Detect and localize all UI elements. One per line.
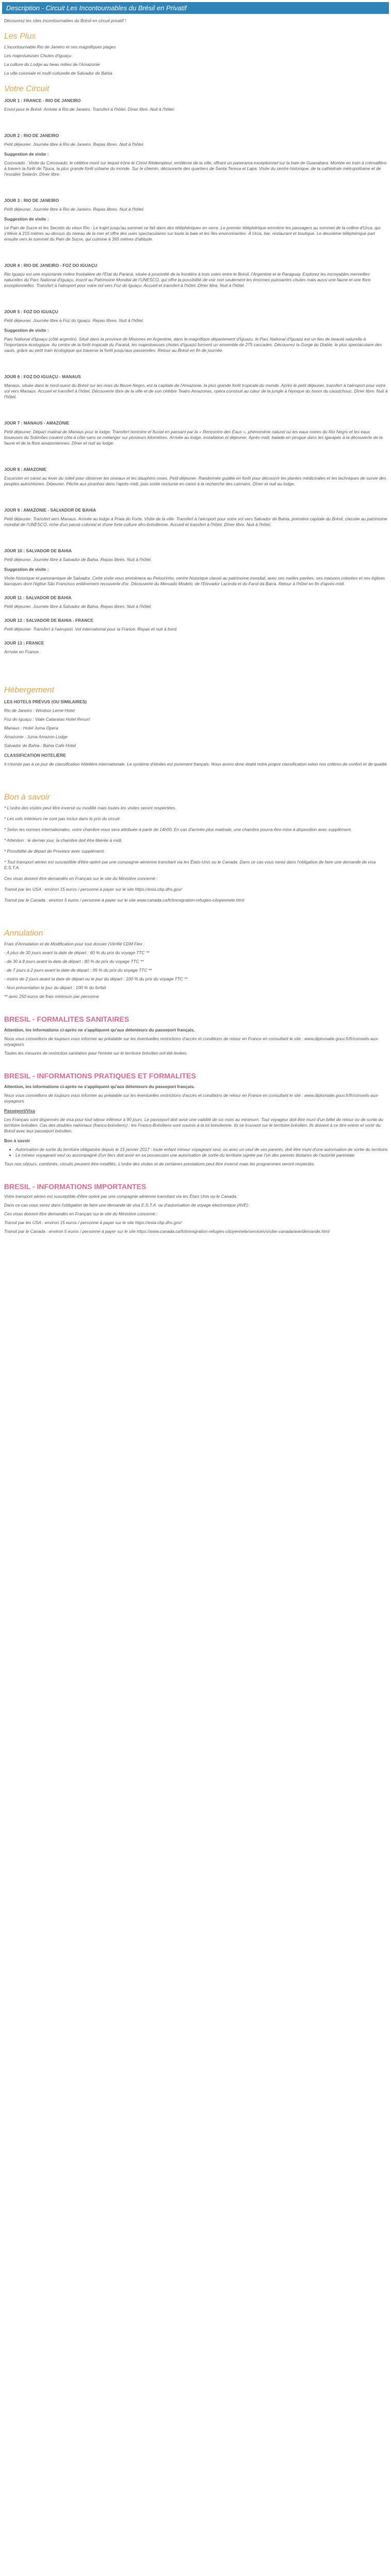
formalites-p1: Attention, les informations ci-après ne s'appliquent qu'aux détenteurs du passeport français.	[4, 1027, 195, 1032]
plus-item: L'incontournable Rio de Janeiro et ses magnifiques plages	[4, 44, 116, 49]
circuit-heading: Votre Circuit	[4, 84, 50, 93]
day-block	[2, 263, 389, 289]
avoir-note: * Attention : le dernier jour, la chambre doit être libérée à midi.	[4, 838, 123, 843]
day-block	[2, 98, 389, 112]
day-suggestion-label: Suggestion de visite :	[4, 567, 49, 572]
day-description: Excursion en canot au lever du soleil pour observer les oiseaux et les dauphins roses. Petit déjeuner. Randonnée guidée en forêt pour découvrir les plantes médicinales et les techniques de survie des peuples autochtones. Déjeuner. Pêche aux piranhas dans l'après-midi, puis sortie nocturne en canot à la recherche des caïmans. Dîner et nuit au lodge.	[4, 476, 386, 486]
passeport-label: Passeport/Visa	[4, 1108, 35, 1113]
day-block	[2, 507, 389, 528]
page	[0, 2, 391, 1234]
plus-item: La culture du Lodge au beau milieu de l'Amazonie	[4, 62, 100, 67]
day-suggestion-label: Suggestion de visite :	[4, 151, 49, 157]
annulation-item: - de 30 à 8 jours avant la date de départ : 80 % du prix du voyage TTC **	[4, 959, 144, 964]
day-block	[2, 133, 389, 177]
day-block	[2, 548, 389, 587]
day-block	[2, 420, 389, 446]
day-label: JOUR 6 : FOZ DO IGUAÇU - MANAUS	[4, 374, 81, 379]
importantes-heading: BRESIL - INFORMATIONS IMPORTANTES	[4, 1182, 146, 1191]
day-text: Petit déjeuner. Journée libre à Rio de Janeiro. Repas libres. Nuit à l'hôtel.	[4, 207, 144, 212]
intro-text: Découvrez les sites incontournables du Brésil en circuit privatif !	[4, 18, 126, 23]
day-label: JOUR 2 : RIO DE JANEIRO	[4, 133, 59, 138]
day-text: Petit déjeuner. Journée libre à Rio de Janeiro. Repas libres. Nuit à l'hôtel.	[4, 142, 144, 147]
infos-p2: Nous vous conseillons de toujours vous informer au préalable sur les éventuelles restrictions d'accès et conditions de retour en France en consultant le site : www.diplomatie.gouv.fr/fr/conseils-aux-voyageurs	[4, 1093, 379, 1104]
plus-item: Les majestueuses Chutes d'Iguaçu	[4, 53, 72, 58]
avoir-heading: Bon à savoir	[4, 793, 50, 802]
avoir-note: * Possibilité de départ de Province avec supplément.	[4, 849, 105, 854]
infos-p1: Attention, les informations ci-après ne s'appliquent qu'aux détenteurs du passeport français.	[4, 1084, 195, 1089]
hotel-item: Manaus : Hotel Juma Opera	[4, 725, 58, 731]
infos-tous: Tous nos séjours, combinés, circuits peuvent être modifiés. L'ordre des visites et de certaines prestations peut être inversé mais les programmes seront respectés.	[4, 1161, 315, 1166]
hotels-label: LES HOTELS PRÉVUS (OU SIMILAIRES)	[4, 699, 87, 704]
formalites-p2: Nous vous conseillons de toujours vous informer au préalable sur les éventuelles restrictions d'accès et conditions de retour en France en consultant le site : www.diplomatie.gouv.fr/fr/conseils-aux-voyageurs	[4, 1036, 379, 1047]
importantes-p4: Transit par les USA : environ 15 euros / personne à payer sur le site https://esta.cbp.dhs.gov/	[4, 1220, 182, 1225]
plus-list	[2, 44, 389, 76]
day-suggestion-label: Suggestion de visite :	[4, 216, 49, 222]
day-label: JOUR 7 : MANAUS - AMAZONIE	[4, 420, 70, 426]
day-description: Rio Iguaçu est une importante rivière frontalière de l'État du Paraná, située à proximité de la frontière à trois voies entre le Brésil, l'Argentine et le Paraguay. Explorez les incroyables merveilles naturelles du Parc National d'Iguaçu, inscrit au Patrimoine Mondial de l'UNESCO, qui offre la possibilité de voir non seulement les énormes puissantes chutes mais aussi une faune et une flore exceptionnelles. Transfert à l'aéroport pour votre vol vers Foz do Iguaçu. Accueil et transfert à l'hôtel. Dîner libre. Nuit à l'hôtel.	[4, 272, 371, 288]
day-block	[2, 618, 389, 632]
hotels-list	[2, 708, 389, 749]
importantes-p1: Votre transport aérien est susceptible d'être opéré par une compagnie aérienne transitant via les États Unis ou le Canada.	[4, 1194, 237, 1199]
importantes-p3: Ces visas doivent être demandés en Français sur le site du Ministère concerné :	[4, 1211, 158, 1216]
classif-label: CLASSIFICATION HOTELIÈRE	[4, 753, 66, 758]
importantes-p2: Dans ce cas vous serez dans l'obligation de faire une demande de visa E.S.T.A. ou d'autorisation de voyage électronique (AVE).	[4, 1202, 250, 1208]
circuit-days	[2, 98, 389, 655]
day-block	[2, 467, 389, 487]
avoir-notes	[2, 805, 389, 903]
day-label: JOUR 11 : SALVADOR DE BAHIA	[4, 595, 72, 600]
hotel-item: Rio de Janeiro : Windsor Leme Hotel	[4, 708, 75, 713]
day-block	[2, 309, 389, 353]
day-description: Visite historique et panoramique de Salvador. Cette visite vous emmènera au Pelourinho, centre historique classé au patrimoine mondial, avec ses ruelles pavées, ses maisons colorées et ses églises baroques dont l'église São Francisco entièrement recouverte d'or. Découverte du Mercado Modelo, de l'Elevador Lacerda et du Farol da Barra. Retour à l'hôtel en fin d'après-midi.	[4, 575, 385, 586]
day-description: Manaus, située dans le nord-ouest du Brésil sur les rives du fleuve Negro, est la capitale de l'Amazonie, la plus grande forêt tropicale du monde. Après le petit déjeuner, transfert à l'aéroport pour votre vol vers Manaus. Accueil et transfert à l'hôtel. Découverte libre de la ville et de son célèbre Teatro Amazonas, opéra construit au cœur de la jungle à l'époque du boom du caoutchouc. Dîner libre. Nuit à l'hôtel.	[4, 383, 388, 399]
avoir-note: * Selon les normes internationales, votre chambre vous sera attribuée à partir de 14h00. En cas d'arrivée plus matinale, une chambre pourra être mise à disposition avec supplément.	[4, 827, 352, 832]
day-suggestion-label: Suggestion de visite :	[4, 328, 49, 333]
day-text: Petit déjeuner. Journée libre à Foz do Iguaçu. Repas libres. Nuit à l'hôtel.	[4, 318, 144, 323]
passeport-text: Les Français sont dispensés de visa pour tout séjour inférieur à 90 jours. Le passeport doit avoir une validité de six mois au minimum. Tout voyageur doit être muni d'un billet de retour ou de sortie du territoire brésilien. Cas des doubles nationaux (franco-brésiliens) : les Franco-Brésiliens sont soumis à la loi brésilienne. Ils se trouvent sur le territoire brésilien. Ils doivent à ce titre entrer et sortir du Brésil avec leur passeport brésilien.	[4, 1117, 383, 1133]
day-block	[2, 595, 389, 609]
avoir-note: * Tout transport aérien est susceptible d'être opéré par une compagnie aérienne transitant via les États-Unis ou le Canada. Dans ce cas vous serez dans l'obligation de faire une demande de visa E.S.T.A.	[4, 859, 376, 870]
infos-heading: BRESIL - INFORMATIONS PRATIQUES ET FORMALITES	[4, 1072, 196, 1080]
day-label: JOUR 1 : FRANCE - RIO DE JANEIRO	[4, 98, 81, 103]
annulation-list	[2, 950, 389, 991]
day-description: Petit déjeuner. Départ matinal de Manaus pour le lodge. Transfert terrestre et fluvial en passant par la « Rencontre des Eaux », phénomène naturel où les eaux noires du Rio Negro et les eaux boueuses du Solimões coulent côte à côte sans se mélanger sur plusieurs kilomètres. Arrivée au lodge, installation et déjeuner. Après-midi, balade en pirogue dans les igarapés à la découverte de la faune et de la flore amazoniennes. Dîner et nuit au lodge.	[4, 429, 383, 446]
annulation-item: - moins de 2 jours avant la date de départ ou le jour du départ : 100 % du prix du voyage TTC **	[4, 976, 188, 981]
day-text: Petit déjeuner. Journée libre à Salvador de Bahia. Repas libres. Nuit à l'hôtel.	[4, 604, 152, 609]
page-title: Description - Circuit Les Incontournables du Brésil en Privatif	[2, 2, 389, 14]
bon-label: Bon à savoir	[4, 1138, 30, 1143]
day-description: Corcovado : Visite du Corcovado, le célèbre mont sur lequel trône le Christ Rédempteur, emblème de la ville, offrant un panorama exceptionnel sur la baie de Guanabara. Montée en train à crémaillère à travers la forêt de Tijuca, la plus grande forêt urbaine du monde. Sur le chemin, découverte des quartiers de Santa Teresa et Lapa. Visite du centre historique, de la cathédrale métropolitaine et de l'escalier Selarón. Dîner libre.	[4, 160, 386, 177]
annulation-note: ** avec 250 euros de frais minimum par personne	[4, 994, 99, 999]
day-text: Petit déjeuner. Journée libre à Salvador de Bahia. Repas libres. Nuit à l'hôtel.	[4, 557, 152, 562]
day-label: JOUR 9 : AMAZONIE - SALVADOR DE BAHIA	[4, 507, 96, 513]
day-label: JOUR 13 : FRANCE	[4, 640, 44, 646]
day-block	[2, 198, 389, 242]
annulation-item: - de 7 jours à 2 jours avant la date de départ : 95 % du prix du voyage TTC **	[4, 968, 152, 973]
annulation-item: - A plus de 30 jours avant la date de départ : 60 % du prix du voyage TTC **	[4, 950, 150, 955]
day-label: JOUR 8 : AMAZONIE	[4, 467, 47, 472]
day-text: Arrivée en France.	[4, 649, 40, 654]
avoir-note: * Les vols intérieurs ne sont pas inclus dans le prix du circuit.	[4, 816, 121, 821]
formalites-p3: Toutes les mesures de restriction sanitaires pour l'entrée sur le territoire brésilien ont été levées.	[4, 1050, 188, 1056]
importantes-p5: Transit par le Canada : environ 5 euros / personne à payer sur le site https://www.canada.ca/fr/immigration-refugies-citoyennete/services/visiter-canada/ave/demande.html	[4, 1229, 330, 1234]
day-label: JOUR 5 : FOZ DO IGUAÇU	[4, 309, 58, 314]
annulation-item: - Non présentation le jour du départ : 100 % du forfait	[4, 985, 106, 990]
hebergement-heading: Hébergement	[4, 686, 54, 694]
formalites-heading: BRESIL - FORMALITES SANITAIRES	[4, 1015, 129, 1023]
day-description: Le Pain de Sucre et les Secrets du vieux Rio : Le trajet jusqu'au sommet se fait dans des téléphériques en verre. Le premier téléphérique emmène les passagers au sommet de la colline d'Urca, qui s'élève à 215 mètres au-dessus du niveau de la mer et offre des vues spectaculaires sur toute la baie et les îles environnantes. À Urca, bar, restaurant et boutique. Le deuxième téléphérique part ensuite vers le sommet du Pain de Sucre, qui culmine à 395 mètres d'altitude.	[4, 225, 381, 242]
day-label: JOUR 3 : RIO DE JANEIRO	[4, 198, 59, 203]
day-text: Envol pour le Brésil. Arrivée à Rio de Janeiro. Transfert à l'hôtel. Dîner libre. Nuit à l'hôtel.	[4, 107, 175, 112]
day-label: JOUR 4 : RIO DE JANEIRO - FOZ DO IGUAÇU	[4, 263, 97, 268]
day-block	[2, 640, 389, 655]
day-description: Petit déjeuner. Transfert vers Manaus. Arrivée au lodge à Praia do Forte. Visite de la ville. Transfert à l'aéroport pour votre vol vers Salvador de Bahia, première capitale du Brésil, classée au patrimoine mondial de l'UNESCO, riche d'un passé colonial et d'une forte culture afro-brésilienne. Accueil et transfert à l'hôtel. Dîner libre. Nuit à l'hôtel.	[4, 516, 387, 527]
classif-text: Il n'existe pas à ce jour de classification hôtelière internationale. Le système d'étoiles est purement français. Nous avons donc établi notre propre classification selon nos critères de confort et de qualité.	[4, 761, 388, 767]
avoir-note: * L'ordre des visites peut être inversé ou modifié mais toutes les visites seront respectées.	[4, 805, 176, 810]
day-description: Parc National d'Iguaçu (côté argentin). Situé dans la province de Misiones en Argentine, dans le magnifique département d'Iguazu, le Parc National d'Iguazú est un lieu de beauté naturelle à l'importance écologique. Au centre de la forêt tropicale du Paraná, les majestueuses chutes d'Iguazú forment un ensemble de 275 cascades. Découvrez la Gorge du Diable, le plus spectaculaire des sauts, grâce au petit train écologique qui traverse la forêt jusqu'aux passerelles. Retour au Brésil en fin de journée.	[4, 336, 382, 353]
annulation-heading: Annulation	[4, 929, 43, 938]
avoir-note: Transit par le Canada : environ 5 euros / personne à payer sur le site www.canada.ca/fr/immigration-refugies-citoyennete.html	[4, 897, 245, 903]
plus-heading: Les Plus	[4, 32, 36, 41]
hotel-item: Foz do Iguaçu : Viale Cataratas Hotel Resort	[4, 717, 90, 722]
day-label: JOUR 12 : SALVADOR DE BAHIA - FRANCE	[4, 618, 93, 623]
day-block	[2, 374, 389, 400]
annulation-intro: Frais d'Annulation et de Modification pour tout dossier (Vérifié CDM Flex :	[4, 941, 145, 946]
day-text: Petit déjeuner. Transfert à l'aéroport. Vol international pour la France. Repas et nuit à bord.	[4, 626, 178, 632]
plus-item: La ville coloniale et multi-culturelle de Salvador de Bahia	[4, 71, 112, 76]
bon-item: • Autorisation de sortie du territoire obligatoire depuis le 15 janvier 2017 : toute enfant mineur voyageant seul, ou avec un seul de ses parents, doit être muni d'une autorisation de sortie du territoire.	[15, 1147, 389, 1153]
hotel-item: Salvador de Bahia : Bahia Cafe Hotel	[4, 743, 76, 748]
bon-list	[15, 1147, 389, 1158]
bon-item: • Le mineur voyageant seul ou accompagné d'un tiers doit avoir en sa possession une autorisation de sortie du territoire signée par l'un des parents titulaires de l'autorité parentale.	[15, 1153, 389, 1158]
avoir-note: Transit par les USA : environ 15 euros / personne à payer sur le site https://esta.cbp.dhs.gov/	[4, 887, 182, 892]
day-label: JOUR 10 : SALVADOR DE BAHIA	[4, 548, 72, 553]
hotel-item: Amazonie : Juma Amazon Lodge	[4, 734, 68, 739]
avoir-note: Ces visas doivent être demandés en Français sur le site du Ministère concerné :	[4, 876, 158, 881]
